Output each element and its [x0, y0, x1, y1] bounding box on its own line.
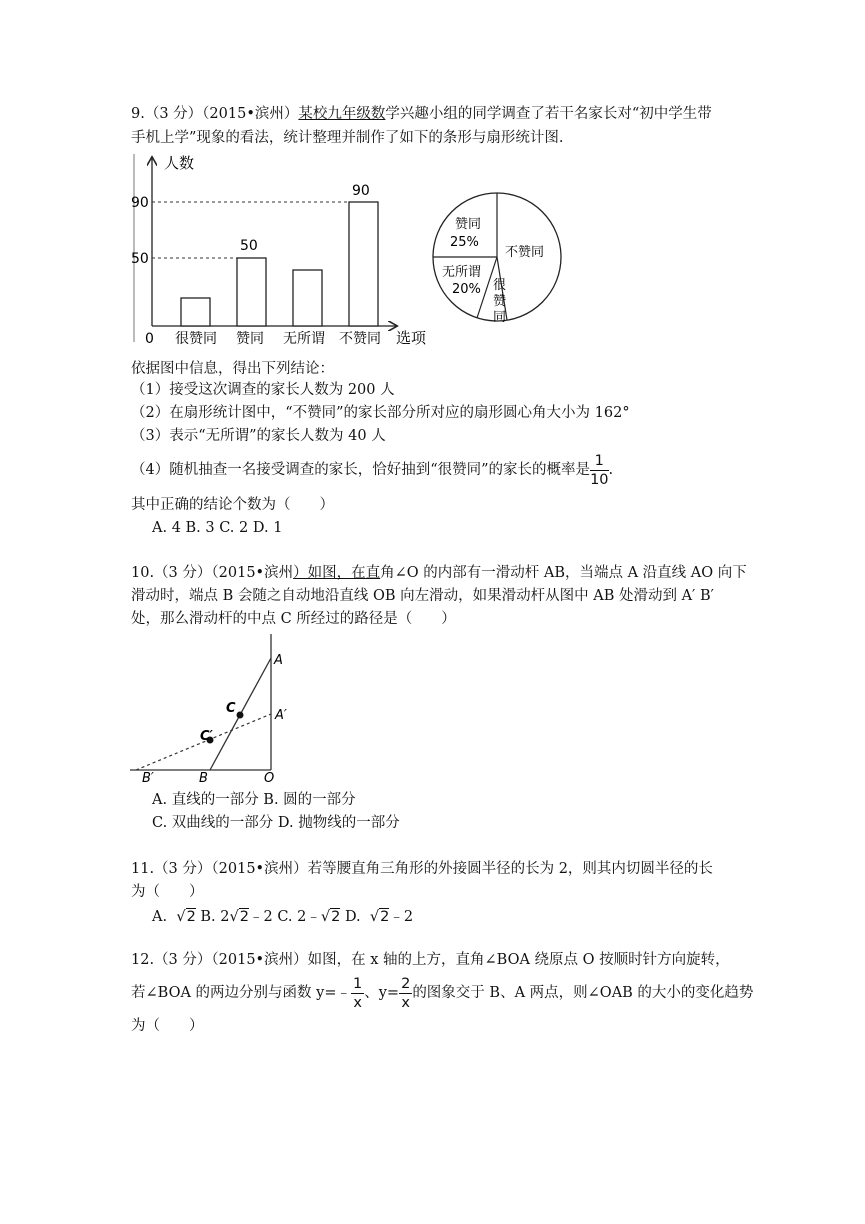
bar-wusuowei — [293, 270, 322, 326]
q12-stem-line3: 为（ ） — [131, 1018, 204, 1034]
q10-underlined-text: ）如图，在直 — [293, 565, 381, 581]
q10-stem-line3: 处，那么滑动杆的中点 C 所经过的路径是（ ） — [131, 611, 456, 627]
q11-stem-line1: 11.（3 分）（2015•滨州）若等腰直角三角形的外接圆半径的长为 2，则其内切圆半径的长 — [131, 861, 713, 877]
q10-figure — [128, 632, 298, 787]
sqrt-2-b: √2 — [229, 909, 249, 925]
label-C: C — [226, 701, 236, 716]
label-O: O — [264, 771, 275, 786]
q10-stem-line1: 10.（3 分）（2015•滨州）如图，在直角∠O 的内部有一滑动杆 AB，当端点 A 沿直线 AO 向下 — [131, 565, 747, 581]
label-C-prime: C′ — [200, 729, 213, 744]
sqrt-2-d: √2 — [369, 909, 390, 925]
q9-conclusion-2: （2）在扇形统计图中，“不赞同”的家长部分所对应的扇形圆心角大小为 162° — [131, 405, 630, 421]
bar-henzantong — [181, 298, 210, 326]
q9-options: A. 4 B. 3 C. 2 D. 1 — [152, 520, 283, 536]
q9-conclusion-4: （4）随机抽查一名接受调查的家长，恰好抽到“很赞同”的家长的概率是 $\frac{1}{10}$ . — [131, 452, 614, 488]
q11-options: A. √2 B. 2√2﹣2 C. 2﹣√2 D. √2﹣2 — [152, 909, 414, 925]
fraction-2-over-x: $\frac{2}{x}$ — [401, 975, 411, 1011]
sqrt-2-a: √2 — [176, 909, 196, 925]
pie-pct-zantong: 25% — [450, 235, 479, 250]
pie-label-zan: 赞 — [493, 294, 507, 309]
q9-stem-line2: 手机上学”现象的看法，统计整理并制作了如下的条形与扇形统计图. — [131, 130, 564, 146]
fraction-1-over-x: $\frac{1}{x}$ — [353, 975, 363, 1011]
bar-buzantong — [349, 202, 378, 326]
pie-pct-wusuowei: 20% — [452, 282, 481, 297]
q10-stem-line2: 滑动时，端点 B 会随之自动地沿直线 OB 向左滑动，如果滑动杆从图中 AB 处滑动到 A′ B′ — [131, 588, 714, 604]
probability-fraction: $\frac{1}{10}$ — [590, 452, 609, 488]
label-A-prime: A′ — [275, 708, 287, 723]
pie-label-buzantong: 不赞同 — [505, 245, 545, 260]
pie-label-hen: 很 — [493, 278, 507, 293]
pie-label-tong: 同 — [493, 310, 507, 325]
label-A: A — [274, 653, 283, 668]
origin-label: 0 — [145, 331, 154, 347]
q9-conclusion-3: （3）表示“无所谓”的家长人数为 40 人 — [131, 428, 386, 444]
point-C — [237, 712, 244, 719]
pie-label-zantong: 赞同 — [455, 217, 482, 232]
q9-question: 其中正确的结论个数为（ ） — [131, 497, 334, 513]
q9-pie-chart — [430, 190, 565, 325]
label-B-prime: B′ — [142, 771, 154, 786]
x-tick-wusuowei: 无所谓 — [283, 331, 325, 347]
sqrt-2-c: √2 — [320, 909, 341, 925]
q9-stem-line1: 9.（3 分）（2015•滨州）某校九年级数学兴趣小组的同学调查了若干名家长对“初中学生带 — [131, 106, 712, 122]
y-tick-50: 50 — [131, 251, 149, 267]
q9-bar-chart — [128, 152, 433, 352]
label-B: B — [199, 771, 208, 786]
q12-stem-line2: 若∠BOA 的两边分别与函数 y=﹣ $\frac{1}{x}$ 、y= $\frac{2}{x}$ 的图象交于 B、A 两点，则∠OAB 的大小的变化趋势 — [131, 975, 754, 1011]
x-tick-buzantong: 不赞同 — [339, 331, 381, 347]
x-axis-label: 选项 — [396, 329, 427, 347]
bar-label-90: 90 — [352, 183, 370, 199]
x-tick-zantong: 赞同 — [236, 331, 264, 347]
q9-info: 依据图中信息，得出下列结论： — [131, 361, 334, 377]
q10-options-1: A. 直线的一部分 B. 圆的一部分 — [152, 792, 356, 808]
q9-underlined-text: 某校九年级数 — [298, 106, 386, 122]
q11-stem-line2: 为（ ） — [131, 884, 204, 900]
pie-label-wusuowei: 无所谓 — [442, 265, 482, 280]
y-tick-90: 90 — [131, 195, 149, 211]
y-axis-label: 人数 — [164, 154, 195, 172]
q12-stem-line1: 12.（3 分）（2015•滨州）如图，在 x 轴的上方，直角∠BOA 绕原点 O 按顺时针方向旋转， — [131, 952, 730, 968]
bar-zantong — [237, 258, 266, 326]
x-tick-henzantong: 很赞同 — [175, 331, 217, 347]
q9-conclusion-1: （1）接受这次调查的家长人数为 200 人 — [131, 382, 395, 398]
bar-label-50: 50 — [240, 238, 258, 254]
q10-options-2: C. 双曲线的一部分 D. 抛物线的一部分 — [152, 815, 400, 831]
